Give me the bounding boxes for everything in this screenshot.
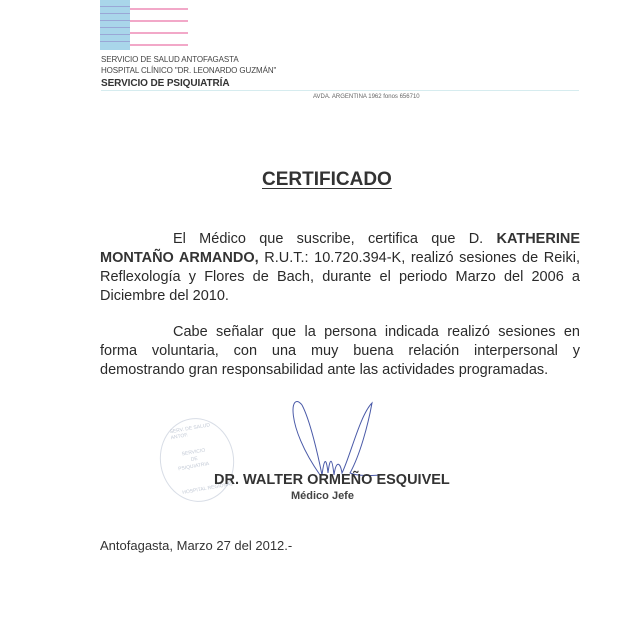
letterhead-service: SERVICIO DE SALUD ANTOFAGASTA <box>101 55 239 64</box>
hospital-logo <box>100 0 188 50</box>
p2-text: Cabe señalar que la persona indicada realizó sesiones en forma voluntaria, con una muy buena relación interpersonal y demostrando gran responsabilidad ante las actividades programadas. <box>100 324 580 378</box>
letterhead-address: AVDA. ARGENTINA 1962 fonos 656710 <box>313 94 420 100</box>
patient-name: KATHERINE MONTAÑO ARMANDO, <box>100 231 580 266</box>
p1-text-after: R.U.T.: 10.720.394-K, realizó sesiones de Reiki, Reflexología y Flores de Bach, durante el periodo Marzo del 2006 a Diciembre del 2010. <box>100 250 580 304</box>
document-title: CERTIFICADO <box>262 169 392 190</box>
logo-pink-stripe <box>130 32 188 34</box>
p1-text-before: El Médico que suscribe, certifica que D. <box>173 231 497 247</box>
signatory-role: Médico Jefe <box>291 490 354 502</box>
body-paragraph-2 <box>100 323 580 380</box>
signatory-name: DR. WALTER ORMEÑO ESQUIVEL <box>214 472 450 488</box>
place-and-date: Antofagasta, Marzo 27 del 2012.- <box>100 538 293 553</box>
letterhead-department: SERVICIO DE PSIQUIATRÍA <box>101 78 230 89</box>
logo-pink-stripe <box>130 20 188 22</box>
letterhead-hospital: HOSPITAL CLÍNICO "DR. LEONARDO GUZMÁN" <box>101 66 277 75</box>
logo-pink-stripe <box>130 8 188 10</box>
official-stamp: SERV. DE SALUD ANTOF. SERVICIO DE PSIQUIATRIA HOSPITAL REGIONAL <box>153 412 240 508</box>
letterhead-divider <box>101 90 579 91</box>
body-paragraph-1 <box>100 230 580 306</box>
logo-pink-stripe <box>130 44 188 46</box>
logo-blue-block <box>100 0 130 50</box>
